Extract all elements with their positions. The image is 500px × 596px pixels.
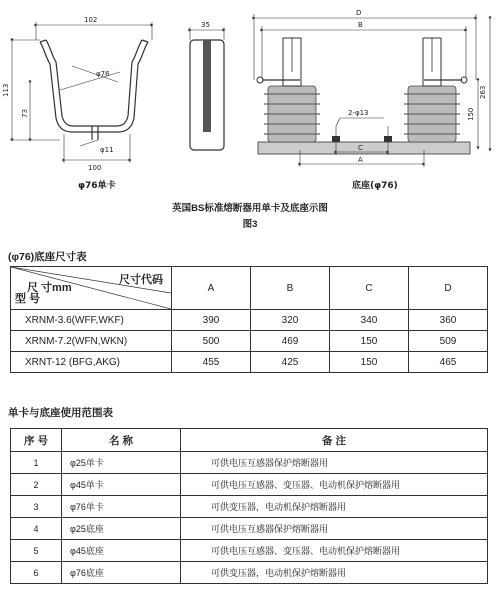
col-header-no: 序 号 <box>11 429 62 452</box>
technical-drawing <box>0 0 500 200</box>
cell-B: 320 <box>251 310 330 331</box>
dims-table <box>10 266 488 373</box>
col-header-name: 名 称 <box>62 429 181 452</box>
col-header-note: 备 注 <box>181 429 488 452</box>
dims-table-title: (φ76)底座尺寸表 <box>8 251 87 263</box>
cell-A: 500 <box>172 331 251 352</box>
row-model: XRNM-3.6(WFF,WKF) <box>11 310 172 331</box>
dims-table-corner <box>11 267 172 310</box>
figure-number: 图3 <box>242 219 258 230</box>
cell-name: φ45底座 <box>62 540 181 562</box>
cell-note: 可供变压器，电动机保护熔断器用 <box>181 496 488 518</box>
table-row <box>11 540 488 562</box>
corner-size-label: 尺 寸mm <box>27 282 72 294</box>
row-model: XRNM-7.2(WFN,WKN) <box>11 331 172 352</box>
dim-C: C <box>358 144 363 152</box>
cell-C: 150 <box>330 331 409 352</box>
clip-label: φ76单卡 <box>78 181 116 191</box>
table-row <box>11 331 488 352</box>
table-row <box>11 562 488 584</box>
table-row <box>11 452 488 474</box>
dim-73: 73 <box>21 109 29 118</box>
cell-D: 465 <box>409 352 488 373</box>
cell-no: 5 <box>11 540 62 562</box>
col-header-C: C <box>330 267 409 310</box>
dim-35: 35 <box>201 21 210 29</box>
corner-model-label: 型 号 <box>15 293 41 305</box>
cell-D: 509 <box>409 331 488 352</box>
col-header-A: A <box>172 267 251 310</box>
cell-name: φ45单卡 <box>62 474 181 496</box>
table-row <box>11 518 488 540</box>
base-front-view <box>257 38 470 154</box>
cell-A: 455 <box>172 352 251 373</box>
cell-no: 4 <box>11 518 62 540</box>
cell-name: φ25底座 <box>62 518 181 540</box>
cell-C: 150 <box>330 352 409 373</box>
cell-no: 2 <box>11 474 62 496</box>
cell-note: 可供电压互感器、变压器、电动机保护熔断器用 <box>181 474 488 496</box>
dim-A: A <box>358 156 363 164</box>
cell-name: φ76单卡 <box>62 496 181 518</box>
cell-note: 可供变压器，电动机保护熔断器用 <box>181 562 488 584</box>
cell-name: φ76底座 <box>62 562 181 584</box>
cell-note: 可供电压互感器保护熔断器用 <box>181 452 488 474</box>
dim-100: 100 <box>88 164 102 172</box>
table-row <box>11 474 488 496</box>
usage-table <box>10 428 488 584</box>
col-header-D: D <box>409 267 488 310</box>
figure-caption: 英国BS标准熔断器用单卡及底座示图 <box>172 203 328 214</box>
cell-C: 340 <box>330 310 409 331</box>
cell-B: 425 <box>251 352 330 373</box>
cell-D: 360 <box>409 310 488 331</box>
corner-code-label: 尺寸代码 <box>119 274 163 286</box>
col-header-B: B <box>251 267 330 310</box>
usage-table-title: 单卡与底座使用范围表 <box>8 407 113 419</box>
row-model: XRNT-12 (BFG,AKG) <box>11 352 172 373</box>
cell-no: 6 <box>11 562 62 584</box>
cell-note: 可供电压互感器保护熔断器用 <box>181 518 488 540</box>
table-row <box>11 310 488 331</box>
table-row <box>11 352 488 373</box>
cell-A: 390 <box>172 310 251 331</box>
dim-150: 150 <box>467 107 475 121</box>
clip-side-view <box>190 27 224 150</box>
cell-name: φ25单卡 <box>62 452 181 474</box>
dim-holes: 2-φ13 <box>348 109 369 117</box>
dim-113: 113 <box>2 83 10 97</box>
dim-102: 102 <box>84 16 98 24</box>
dim-phi11: φ11 <box>100 146 114 154</box>
table-row <box>11 496 488 518</box>
cell-no: 3 <box>11 496 62 518</box>
dim-phi76: φ76 <box>96 70 110 78</box>
dim-D: D <box>356 9 362 17</box>
cell-B: 469 <box>251 331 330 352</box>
clip-front-view <box>40 40 148 140</box>
dim-B: B <box>358 21 363 29</box>
dim-263: 263 <box>479 85 487 99</box>
cell-no: 1 <box>11 452 62 474</box>
base-label: 底座(φ76) <box>352 181 398 191</box>
cell-note: 可供电压互感器、变压器、电动机保护熔断器用 <box>181 540 488 562</box>
